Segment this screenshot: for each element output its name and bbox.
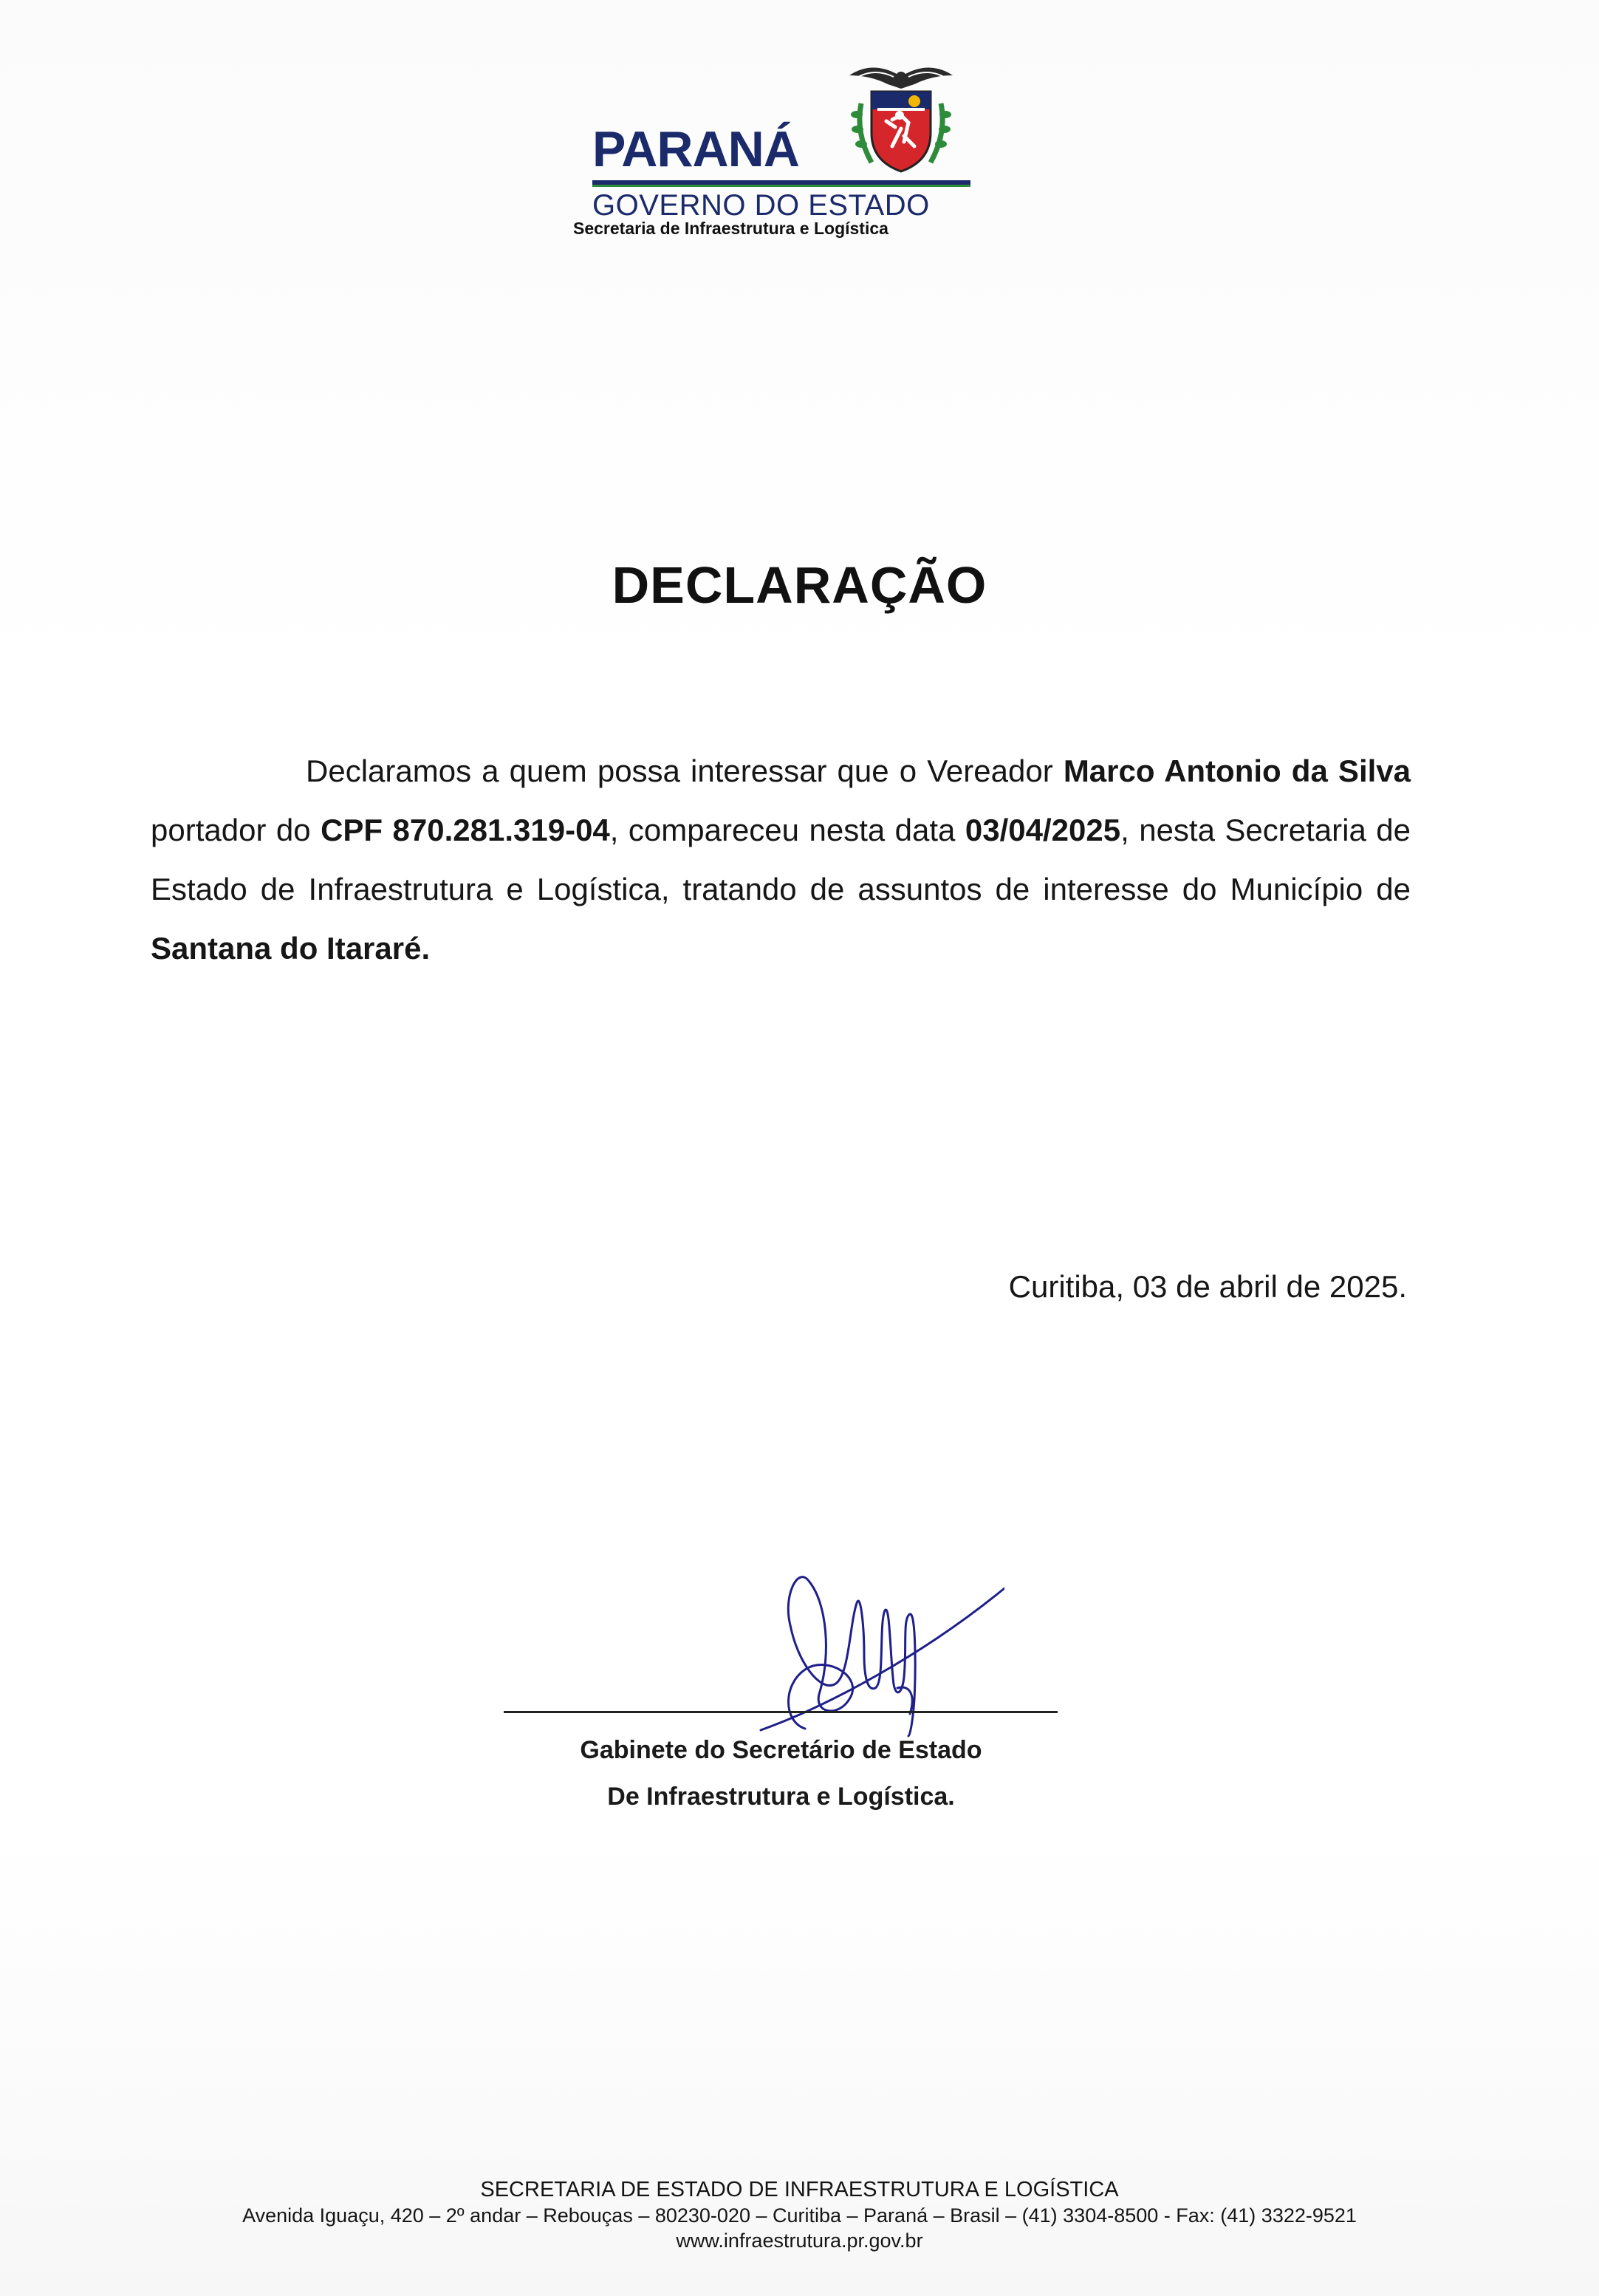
paragraph-text: , nesta Secretaria de Estado de Infraestrutura e Logística, tratando de assuntos de interesse do Município de bbox=[151, 813, 1411, 906]
municipality-name: Santana do Itararé. bbox=[151, 931, 431, 966]
brand-subtitle: GOVERNO DO ESTADO bbox=[592, 189, 930, 222]
declaration-paragraph bbox=[151, 742, 1411, 978]
footer-website: www.infraestrutura.pr.gov.br bbox=[676, 2230, 923, 2252]
paragraph-text: Declaramos a quem possa interessar que o Vereador bbox=[306, 754, 1064, 788]
cpf-number: CPF 870.281.319-04 bbox=[321, 813, 610, 847]
brand-name: PARANÁ bbox=[592, 121, 799, 177]
document-title: DECLARAÇÃO bbox=[612, 556, 987, 614]
councilor-name: Marco Antonio da Silva bbox=[1063, 754, 1411, 788]
footer-address: Avenida Iguaçu, 420 – 2º andar – Rebouças – 80230-020 – Curitiba – Paraná – Brasil – (41) 3304-8500 - Fax: (41) 3322-9521 bbox=[242, 2204, 1357, 2227]
signatory-office: Gabinete do Secretário de Estado bbox=[580, 1736, 982, 1764]
paragraph-text: portador do bbox=[151, 813, 321, 847]
signature-line bbox=[504, 1711, 1058, 1713]
visit-date: 03/04/2025 bbox=[965, 813, 1121, 847]
brand-divider-accent bbox=[592, 185, 970, 187]
letterhead bbox=[561, 59, 1004, 251]
place-and-date: Curitiba, 03 de abril de 2025. bbox=[1008, 1269, 1407, 1304]
footer-organization: SECRETARIA DE ESTADO DE INFRAESTRUTURA E LOGÍSTICA bbox=[480, 2178, 1119, 2201]
signatory-department: De Infraestrutura e Logística. bbox=[607, 1783, 955, 1811]
coat-of-arms-icon bbox=[842, 59, 960, 181]
paragraph-text: , compareceu nesta data bbox=[609, 813, 965, 847]
department-name: Secretaria de Infraestrutura e Logística bbox=[573, 219, 888, 238]
